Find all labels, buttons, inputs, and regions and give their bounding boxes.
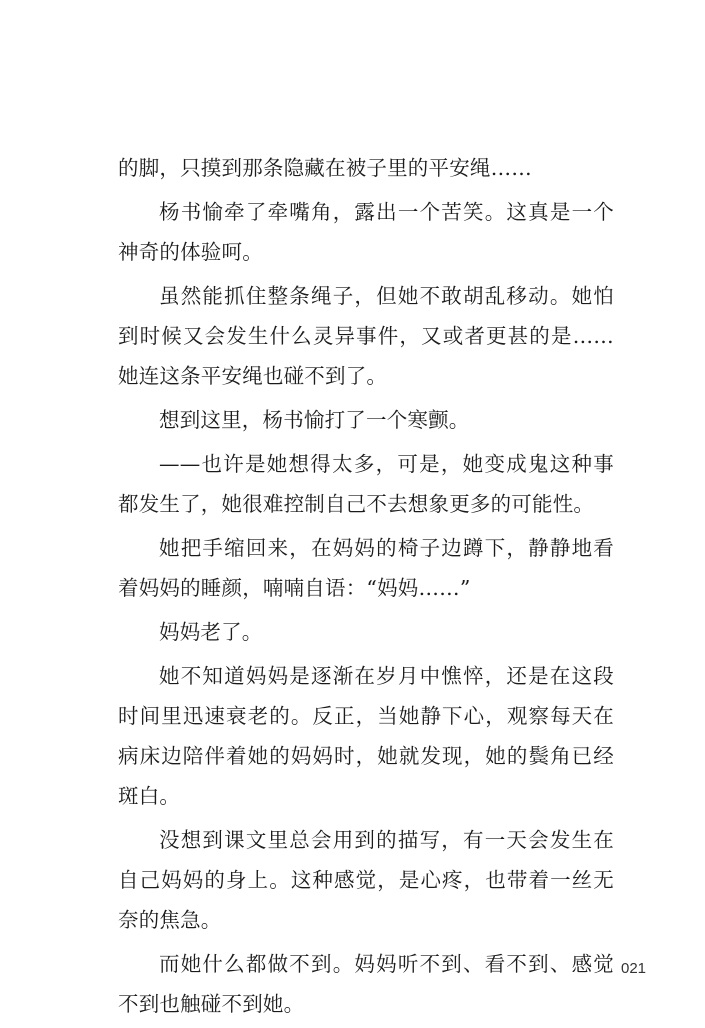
- paragraph-1: 的脚，只摸到那条隐藏在被子里的平安绳……: [118, 156, 532, 180]
- paragraph-9: 没想到课文里总会用到的描写，有一天会发生在自己妈妈的身上。这种感觉，是心疼，也带着一丝无奈的焦急。: [118, 828, 614, 932]
- paragraph-6: 她把手缩回来，在妈妈的椅子边蹲下，静静地看着妈妈的睡颜，喃喃自语：“妈妈……”: [118, 536, 614, 600]
- paragraph-4: 想到这里，杨书愉打了一个寒颤。: [159, 408, 470, 432]
- paragraph-8: 她不知道妈妈是逐渐在岁月中憔悴，还是在这段时间里迅速衰老的。反正，当她静下心，观察每天在病床边陪伴着她的妈妈时，她就发现，她的鬓角已经斑白。: [118, 664, 614, 808]
- body-text: [118, 148, 614, 1028]
- paragraph-10: 而她什么都做不到。妈妈听不到、看不到、感觉不到也触碰不到她。: [118, 952, 614, 1016]
- page-number: 021: [621, 960, 647, 977]
- paragraph-7: 妈妈老了。: [159, 620, 263, 644]
- paragraph-2: 杨书愉牵了牵嘴角，露出一个苦笑。这真是一个神奇的体验呵。: [118, 200, 614, 264]
- paragraph-3: 虽然能抓住整条绳子，但她不敢胡乱移动。她怕到时候又会发生什么灵异事件，又或者更甚的是……她连这条平安绳也碰不到了。: [118, 284, 614, 388]
- paragraph-5: ——也许是她想得太多，可是，她变成鬼这种事都发生了，她很难控制自己不去想象更多的可能性。: [118, 452, 614, 516]
